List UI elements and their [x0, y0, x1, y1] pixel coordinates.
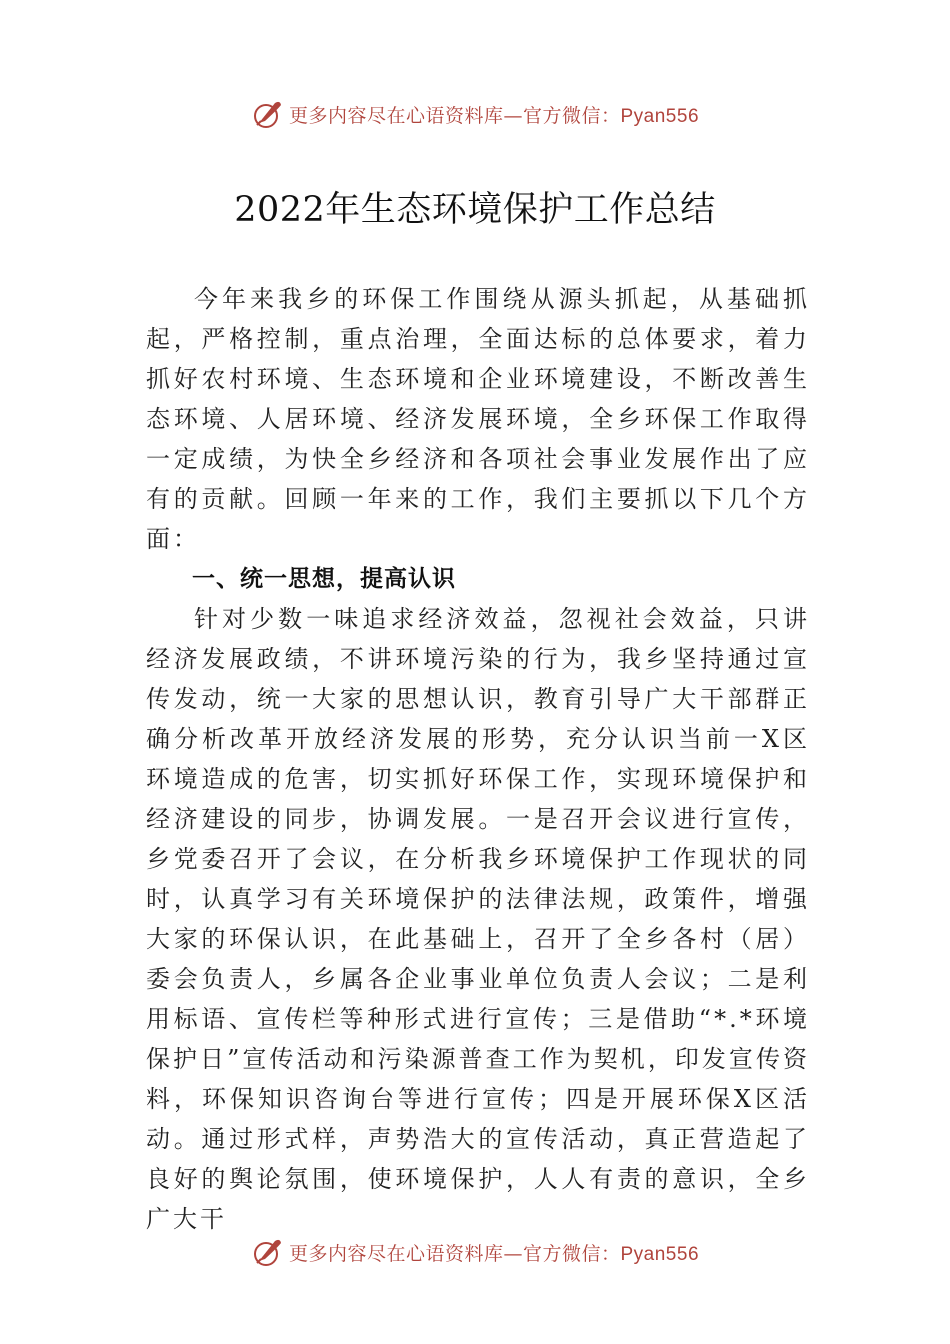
- watermark-wechat-id: Pyan556: [620, 105, 700, 127]
- watermark-text: 更多内容尽在心语资料库—官方微信：Pyan556: [288, 104, 700, 127]
- watermark-wechat-id: Pyan556: [620, 1243, 700, 1265]
- watermark-header: [0, 94, 950, 134]
- section-paragraph: 针对少数一味追求经济效益，忽视社会效益，只讲经济发展政绩，不讲环境污染的行为，我乡坚持通过宣传发动，统一大家的思想认识，教育引导广大干部群正确分析改革开放经济发展的形势，充分认识当前一X区环境造成的危害，切实抓好环保工作，实现环境保护和经济建设的同步，协调发展。一是召开会议进行宣传，乡党委召开了会议，在分析我乡环境保护工作现状的同时，认真学习有关环境保护的法律法规，政策件，增强大家的环保认识，在此基础上，召开了全乡各村（居）委会负责人，乡属各企业事业单位负责人会议；二是利用标语、宣传栏等种形式进行宣传；三是借助“*.*环境保护日”宣传活动和污染源普查工作为契机，印发宣传资料，环保知识咨询台等进行宣传；四是开展环保X区活动。通过形式样，声势浩大的宣传活动，真正营造起了良好的舆论氛围，使环境保护，人人有责的意识，全乡广大干: [146, 605, 810, 1233]
- intro-paragraph: 今年来我乡的环保工作围绕从源头抓起，从基础抓起，严格控制，重点治理，全面达标的总体要求，着力抓好农村环境、生态环境和企业环境建设，不断改善生态环境、人居环境、经济发展环境，全乡环保工作取得一定成绩，为快全乡经济和各项社会事业发展作出了应有的贡献。回顾一年来的工作，我们主要抓以下几个方面：: [146, 285, 810, 553]
- document-title: 2022年生态环境保护工作总结: [234, 190, 716, 230]
- document-body: [146, 279, 810, 1239]
- watermark-footer: [0, 1232, 950, 1272]
- section-heading: 一、统一思想，提高认识: [192, 566, 456, 592]
- quill-logo-icon: [251, 97, 285, 131]
- quill-logo-icon: [251, 1235, 285, 1269]
- watermark-text: 更多内容尽在心语资料库—官方微信：Pyan556: [288, 1242, 700, 1265]
